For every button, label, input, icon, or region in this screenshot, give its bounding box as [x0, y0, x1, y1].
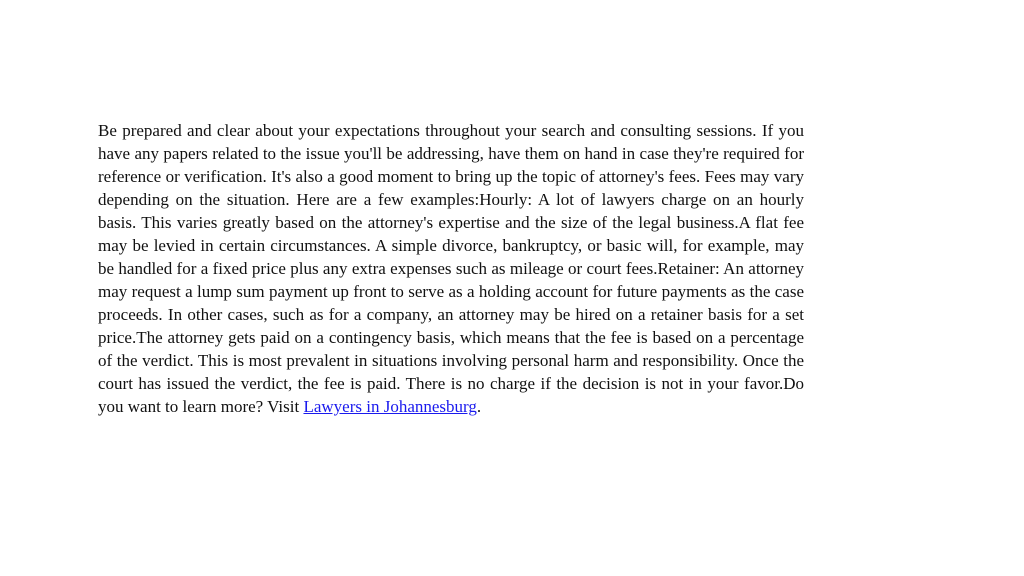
- lawyers-johannesburg-link[interactable]: Lawyers in Johannesburg: [303, 397, 477, 416]
- paragraph-trailing-period: .: [476, 397, 482, 416]
- paragraph-text: Be prepared and clear about your expectations throughout your search and consulting sessions. If you have any papers related to the issue you'll be addressing, have them on hand in case they're required for reference or verification. It's also a good moment to bring up the topic of attorney's fees. Fees may vary depending on the situation. Here are a few examples:Hourly: A lot of lawyers charge on an hourly basis. This varies greatly based on the attorney's expertise and the size of the legal business.A flat fee may be levied in certain circumstances. A simple divorce, bankruptcy, or basic will, for example, may be handled for a fixed price plus any extra expenses such as mileage or court fees.Retainer: An attorney may request a lump sum payment up front to serve as a holding account for future payments as the case proceeds. In other cases, such as for a company, an attorney may be hired on a retainer basis for a set price.The attorney gets paid on a contingency basis, which means that the fee is based on a percentage of the verdict. This is most prevalent in situations involving personal harm and responsibility. Once the court has issued the verdict, the fee is paid. There is no charge if the decision is not in your favor.Do you want to learn more? Visit: [98, 121, 804, 416]
- body-paragraph: [98, 119, 804, 418]
